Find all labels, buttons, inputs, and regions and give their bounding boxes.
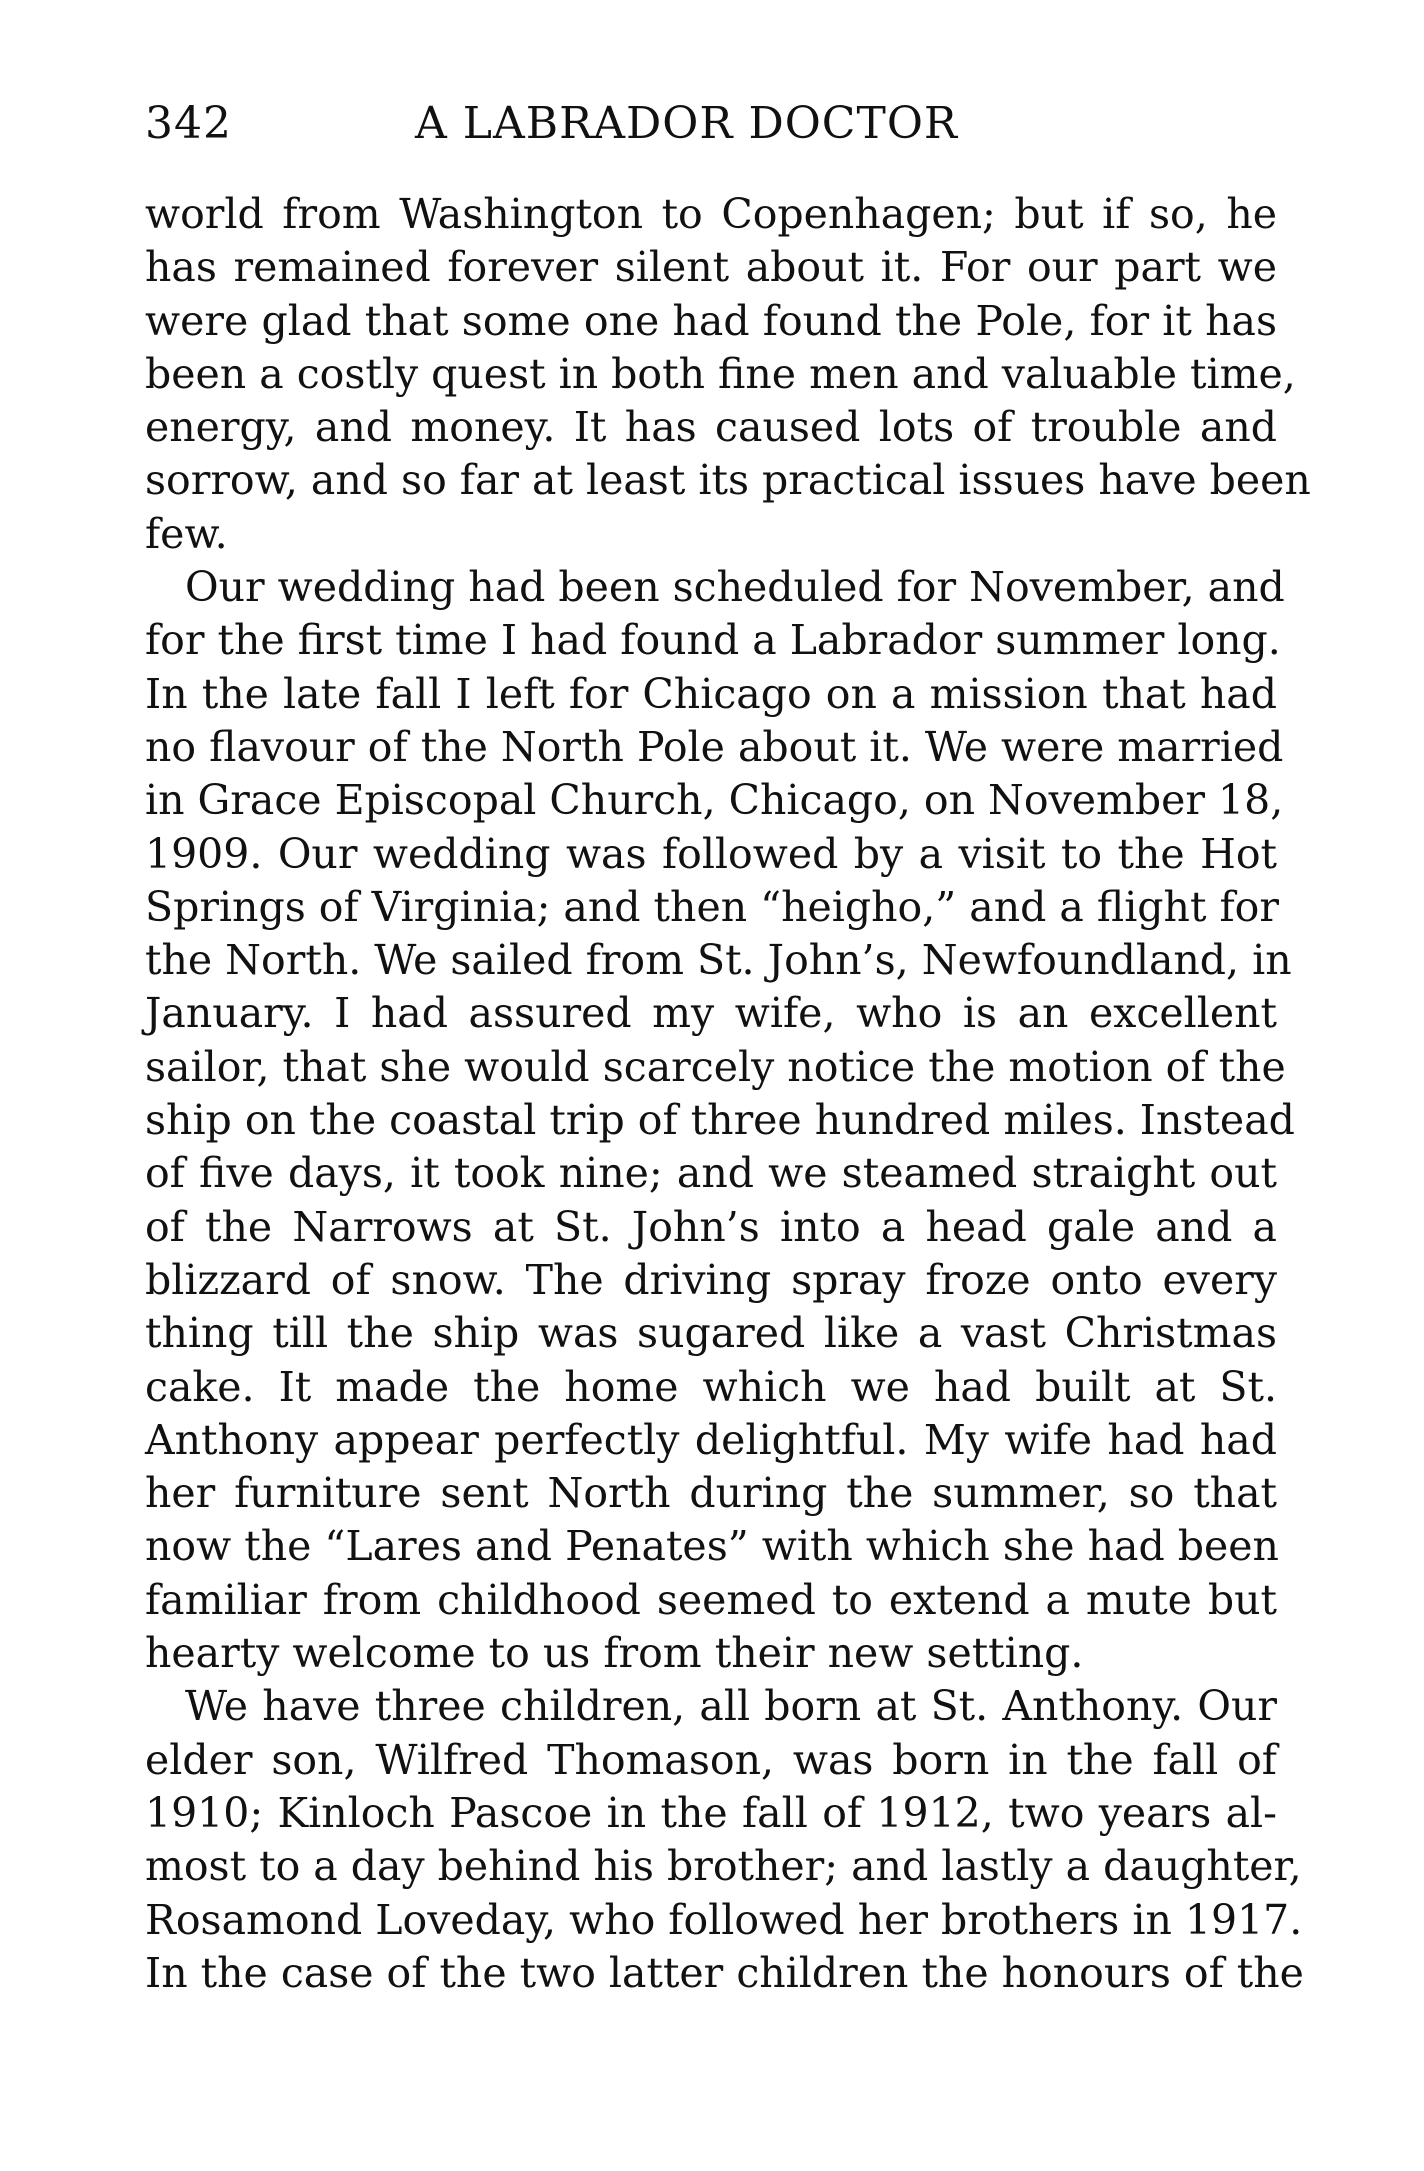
text-line: in Grace Episcopal Church, Chicago, on November 18, bbox=[145, 776, 1284, 825]
page-number: 342 bbox=[145, 98, 232, 149]
text-line: now the “Lares and Penates” with which she had been bbox=[145, 1522, 1279, 1571]
text-line: Springs of Virginia; and then “heigho,” and a flight for bbox=[145, 882, 1279, 931]
text-line: of the Narrows at St. John’s into a head gale and a bbox=[145, 1202, 1277, 1251]
text-line: Anthony appear perfectly delightful. My wife had had bbox=[145, 1415, 1277, 1464]
page-header bbox=[145, 98, 1285, 158]
body-text bbox=[145, 188, 1311, 2000]
text-line: the North. We sailed from St. John’s, Newfoundland, in bbox=[145, 936, 1292, 985]
text-line: 1910; Kinloch Pascoe in the fall of 1912, two years al- bbox=[145, 1788, 1277, 1837]
text-line: We have three children, all born at St. Anthony. Our bbox=[185, 1682, 1277, 1731]
text-line: world from Washington to Copenhagen; but if so, he bbox=[145, 190, 1277, 238]
text-line: In the case of the two latter children the honours of the bbox=[145, 1948, 1304, 1997]
text-line: Our wedding had been scheduled for November, and bbox=[185, 563, 1285, 612]
text-line: cake. It made the home which we had built at St. bbox=[145, 1362, 1277, 1411]
text-line: elder son, Wilfred Thomason, was born in the fall of bbox=[145, 1735, 1277, 1784]
text-line: blizzard of snow. The driving spray froze onto every bbox=[145, 1255, 1277, 1304]
paragraph-1 bbox=[145, 188, 1311, 561]
text-line: sailor, that she would scarcely notice the motion of the bbox=[145, 1042, 1286, 1091]
text-line: hearty welcome to us from their new setting. bbox=[145, 1629, 1084, 1678]
paragraph-2 bbox=[145, 561, 1295, 1680]
text-line: her furniture sent North during the summer, so that bbox=[145, 1469, 1277, 1518]
text-line: were glad that some one had found the Pole, for it has bbox=[145, 296, 1277, 345]
text-line: familiar from childhood seemed to extend a mute but bbox=[145, 1575, 1277, 1624]
text-line: Rosamond Loveday, who followed her brothers in 1917. bbox=[145, 1895, 1303, 1944]
text-line: In the late fall I left for Chicago on a mission that had bbox=[145, 669, 1277, 718]
text-line: energy, and money. It has caused lots of trouble and bbox=[145, 403, 1277, 452]
text-line: has remained forever silent about it. For our part we bbox=[145, 243, 1277, 292]
text-line: sorrow, and so far at least its practical issues have been bbox=[145, 456, 1311, 505]
text-line: thing till the ship was sugared like a vast Christmas bbox=[145, 1309, 1277, 1358]
running-head: A LABRADOR DOCTOR bbox=[415, 98, 959, 149]
text-line: been a costly quest in both fine men and valuable time, bbox=[145, 349, 1296, 398]
paragraph-3 bbox=[145, 1680, 1304, 2000]
text-line: most to a day behind his brother; and lastly a daughter, bbox=[145, 1842, 1302, 1891]
text-line: 1909. Our wedding was followed by a visit to the Hot bbox=[145, 829, 1277, 878]
text-line: ship on the coastal trip of three hundred miles. Instead bbox=[145, 1096, 1295, 1145]
text-line: of five days, it took nine; and we steamed straight out bbox=[145, 1149, 1277, 1198]
text-line: few. bbox=[145, 509, 228, 558]
text-line: January. I had assured my wife, who is an excellent bbox=[145, 989, 1277, 1038]
text-line: for the first time I had found a Labrador summer long. bbox=[145, 616, 1281, 665]
text-line: no flavour of the North Pole about it. We were married bbox=[145, 722, 1284, 771]
